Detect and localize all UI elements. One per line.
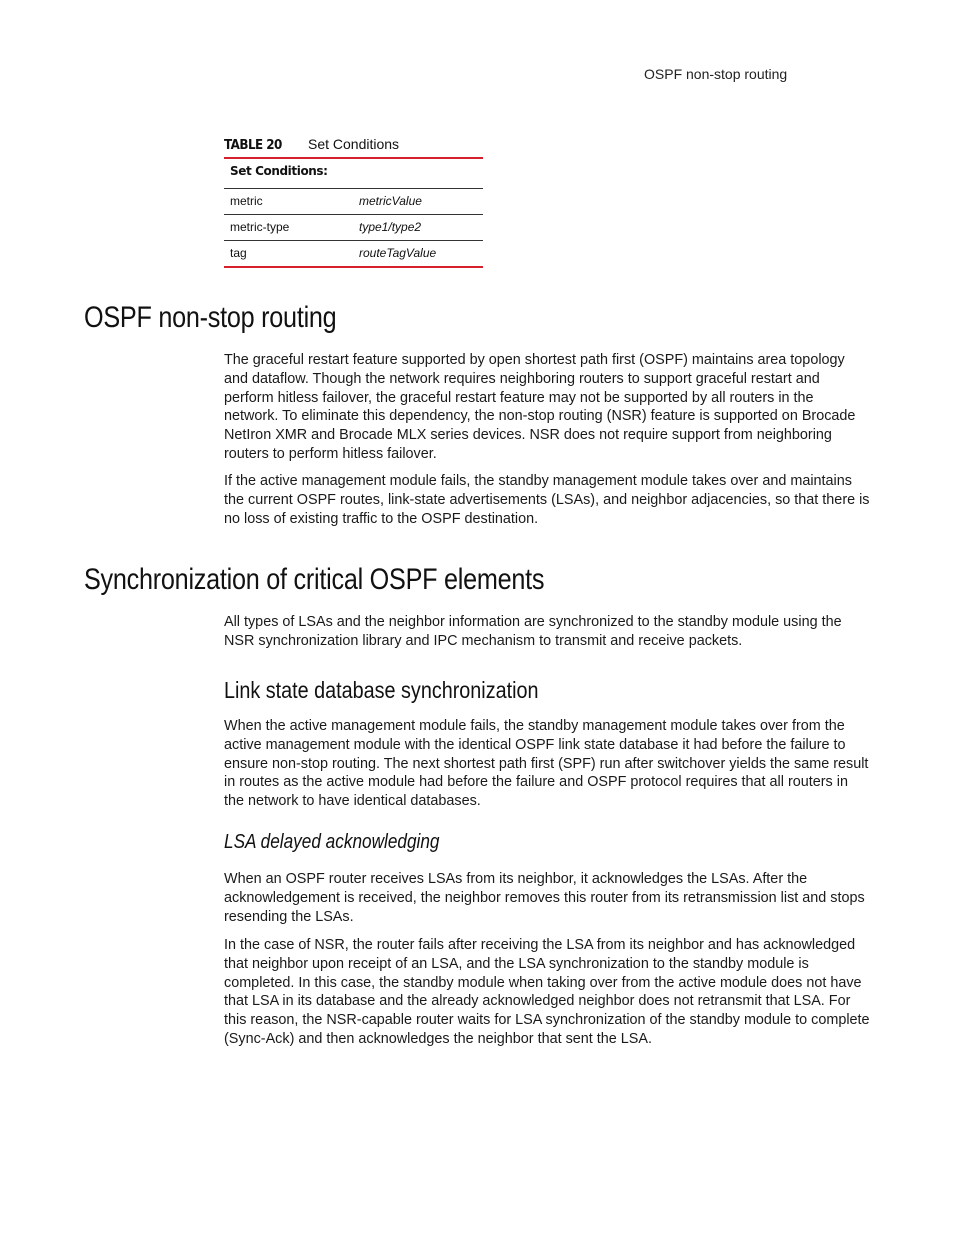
table-cell-key: metric-type <box>224 215 353 241</box>
paragraph: If the active management module fails, the standby management module takes over and maintains the current OSPF routes, link-state advertisements (LSAs), and neighbor adjacencies, so that there is no loss of existing traffic to the OSPF destination. <box>224 473 870 527</box>
paragraph: When the active management module fails, the standby management module takes over from the active management module with the identical OSPF link state database it had before the failure to ensure non-stop routing. The next shortest path first (SPF) run after switchover yields the same result in routes as the active module had before the failure and OSPF protocol requires that all routers in the network to have identical databases. <box>224 718 869 810</box>
heading-synchronization: Synchronization of critical OSPF elements <box>84 563 545 596</box>
running-header: OSPF non-stop routing <box>644 66 788 82</box>
table-row <box>224 189 483 215</box>
table-cell-value: routeTagValue <box>359 246 437 260</box>
paragraph: All types of LSAs and the neighbor information are synchronized to the standby module using the NSR synchronization library and IPC mechanism to transmit and receive packets. <box>224 614 842 649</box>
table-title: Set Conditions <box>308 136 400 152</box>
paragraph: The graceful restart feature supported by open shortest path first (OSPF) maintains area topology and dataflow. Though the network requires neighboring routers to support graceful restart and perform hitless failover, the graceful restart feature may not be supported by all routers in the network. To eliminate this dependency, the non-stop routing (NSR) feature is supported on Brocade NetIron XMR and Brocade MLX series devices. NSR does not require support from neighboring routers to perform hitless failover. <box>224 352 856 462</box>
set-conditions-table <box>224 157 483 268</box>
paragraph: When an OSPF router receives LSAs from its neighbor, it acknowledges the LSAs. After the acknowledgement is received, the neighbor removes this router from its retransmission list and stops resending the LSAs. <box>224 871 865 925</box>
table-caption <box>224 136 399 153</box>
table-cell-key: tag <box>230 246 247 260</box>
paragraph: In the case of NSR, the router fails after receiving the LSA from its neighbor and has acknowledged that neighbor upon receipt of an LSA, and the LSA synchronization to the standby module is completed. In this case, the standby module when taking over from the active module does not have that LSA in its database and the already acknowledged neighbor does not retransmit that LSA. For this reason, the NSR-capable router waits for LSA synchronization of the standby module to complete (Sync-Ack) and then acknowledges the neighbor that sent the LSA. <box>224 937 870 1047</box>
table-row <box>224 241 483 268</box>
heading-ospf-non-stop-routing: OSPF non-stop routing <box>84 301 337 334</box>
heading-lsa-delayed-acknowledging: LSA delayed acknowledging <box>224 831 440 853</box>
table-cell-value: type1/type2 <box>353 215 483 241</box>
table-row <box>224 215 483 241</box>
heading-link-state-database: Link state database synchronization <box>224 677 539 703</box>
table-cell-value: metricValue <box>353 189 483 215</box>
table-header-row <box>224 158 483 189</box>
table-number: TABLE 20 <box>224 138 282 153</box>
table-cell-key: metric <box>224 189 353 215</box>
table-header: Set Conditions: <box>224 158 483 189</box>
